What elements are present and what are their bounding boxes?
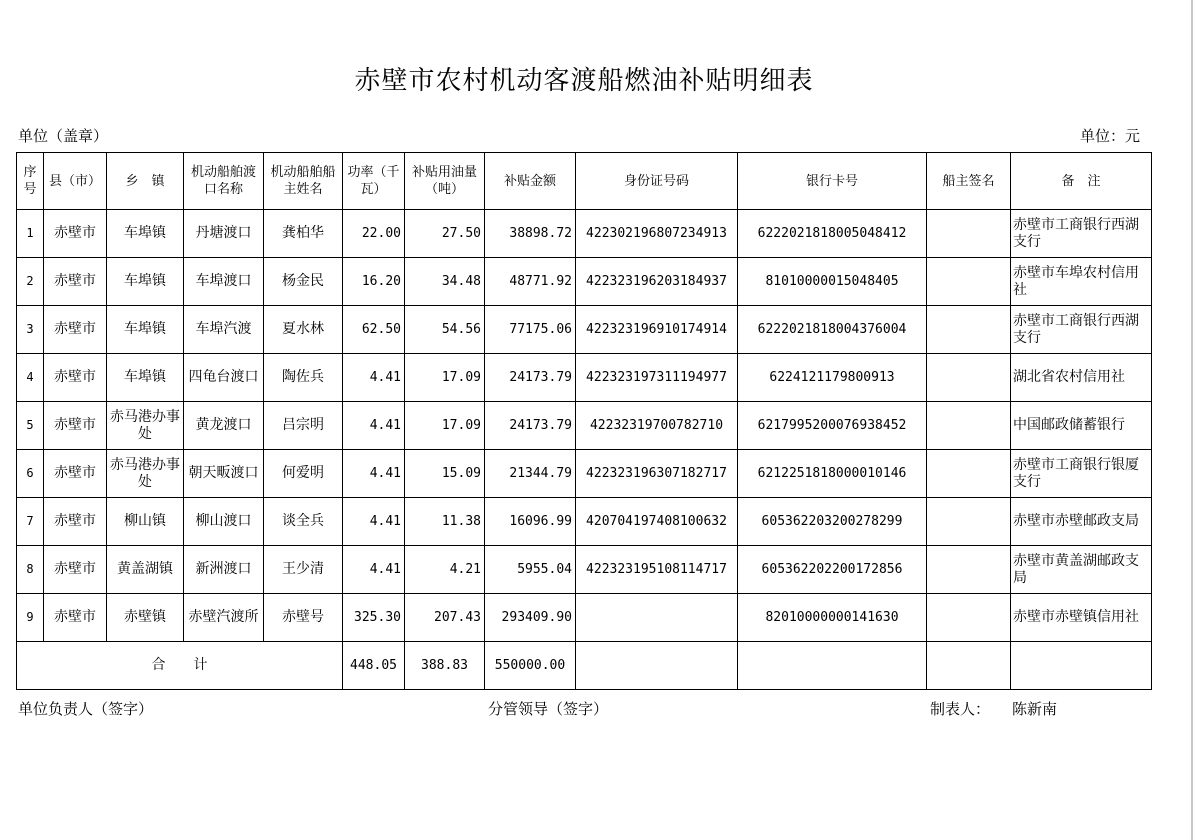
maker-line (930, 698, 1057, 719)
header-county: 县（市） (44, 153, 107, 210)
cell-power: 4.41 (343, 450, 405, 498)
header-ferry: 机动船舶渡口名称 (184, 153, 264, 210)
cell-fuel: 207.43 (405, 594, 485, 642)
cell-ferry: 车埠渡口 (184, 258, 264, 306)
cell-note: 赤壁市工商银行西湖支行 (1011, 306, 1152, 354)
cell-ferry: 车埠汽渡 (184, 306, 264, 354)
total-label: 合 计 (17, 642, 343, 690)
cell-ferry: 四龟台渡口 (184, 354, 264, 402)
cell-county: 赤壁市 (44, 354, 107, 402)
cell-note: 赤壁市工商银行西湖支行 (1011, 210, 1152, 258)
total-power: 448.05 (343, 642, 405, 690)
table-row (17, 258, 1152, 306)
cell-amount: 38898.72 (485, 210, 576, 258)
cell-county: 赤壁市 (44, 594, 107, 642)
cell-bank: 605362203200278299 (738, 498, 927, 546)
cell-power: 4.41 (343, 354, 405, 402)
header-fuel: 补贴用油量（吨） (405, 153, 485, 210)
header-note: 备 注 (1011, 153, 1152, 210)
header-owner: 机动船舶船主姓名 (264, 153, 343, 210)
cell-seq: 8 (17, 546, 44, 594)
cell-seq: 9 (17, 594, 44, 642)
cell-note: 赤壁市赤壁镇信用社 (1011, 594, 1152, 642)
table-row (17, 546, 1152, 594)
cell-id: 420704197408100632 (576, 498, 738, 546)
cell-town: 车埠镇 (107, 354, 184, 402)
cell-owner: 吕宗明 (264, 402, 343, 450)
cell-sign (927, 258, 1011, 306)
header-id: 身份证号码 (576, 153, 738, 210)
cell-power: 4.41 (343, 498, 405, 546)
cell-note: 赤壁市黄盖湖邮政支局 (1011, 546, 1152, 594)
cell-id: 422323197311194977 (576, 354, 738, 402)
table-row (17, 498, 1152, 546)
cell-id: 422323195108114717 (576, 546, 738, 594)
cell-county: 赤壁市 (44, 546, 107, 594)
cell-id: 422323196910174914 (576, 306, 738, 354)
subsidy-table (16, 152, 1152, 690)
table-row (17, 402, 1152, 450)
table-header-row (17, 153, 1152, 210)
header-amount: 补贴金额 (485, 153, 576, 210)
cell-bank: 6224121179800913 (738, 354, 927, 402)
cell-note: 赤壁市赤壁邮政支局 (1011, 498, 1152, 546)
cell-amount: 16096.99 (485, 498, 576, 546)
header-sign: 船主签名 (927, 153, 1011, 210)
cell-sign (927, 354, 1011, 402)
total-fuel: 388.83 (405, 642, 485, 690)
cell-owner: 夏水林 (264, 306, 343, 354)
cell-power: 4.41 (343, 402, 405, 450)
cell-amount: 21344.79 (485, 450, 576, 498)
cell-fuel: 4.21 (405, 546, 485, 594)
total-id-empty (576, 642, 738, 690)
header-town: 乡 镇 (107, 153, 184, 210)
cell-ferry: 黄龙渡口 (184, 402, 264, 450)
cell-bank: 6222021818005048412 (738, 210, 927, 258)
cell-fuel: 34.48 (405, 258, 485, 306)
cell-power: 4.41 (343, 546, 405, 594)
cell-county: 赤壁市 (44, 306, 107, 354)
cell-sign (927, 498, 1011, 546)
currency-unit-label: 单位：元 (1080, 127, 1141, 145)
cell-id (576, 594, 738, 642)
table-body (17, 153, 1152, 690)
cell-amount: 48771.92 (485, 258, 576, 306)
cell-ferry: 朝天畈渡口 (184, 450, 264, 498)
cell-fuel: 54.56 (405, 306, 485, 354)
cell-fuel: 27.50 (405, 210, 485, 258)
cell-owner: 赤壁号 (264, 594, 343, 642)
cell-sign (927, 210, 1011, 258)
cell-fuel: 17.09 (405, 402, 485, 450)
unit-head-signature-label: 单位负责人（签字） (18, 700, 154, 718)
cell-bank: 6222021818004376004 (738, 306, 927, 354)
cell-amount: 293409.90 (485, 594, 576, 642)
cell-county: 赤壁市 (44, 450, 107, 498)
cell-sign (927, 546, 1011, 594)
header-power: 功率（千瓦） (343, 153, 405, 210)
cell-id: 422323196203184937 (576, 258, 738, 306)
table-row (17, 210, 1152, 258)
cell-seq: 2 (17, 258, 44, 306)
total-row (17, 642, 1152, 690)
cell-bank: 81010000015048405 (738, 258, 927, 306)
cell-seq: 7 (17, 498, 44, 546)
total-bank-empty (738, 642, 927, 690)
cell-id: 42232319700782710 (576, 402, 738, 450)
document-title: 赤壁市农村机动客渡船燃油补贴明细表 (354, 66, 814, 96)
cell-county: 赤壁市 (44, 210, 107, 258)
cell-power: 62.50 (343, 306, 405, 354)
cell-amount: 5955.04 (485, 546, 576, 594)
cell-power: 16.20 (343, 258, 405, 306)
cell-amount: 24173.79 (485, 402, 576, 450)
cell-id: 422323196307182717 (576, 450, 738, 498)
cell-ferry: 丹塘渡口 (184, 210, 264, 258)
leader-signature-label: 分管领导（签字） (488, 700, 609, 718)
cell-fuel: 15.09 (405, 450, 485, 498)
table-row (17, 450, 1152, 498)
cell-bank: 82010000000141630 (738, 594, 927, 642)
header-bank: 银行卡号 (738, 153, 927, 210)
cell-seq: 3 (17, 306, 44, 354)
cell-fuel: 11.38 (405, 498, 485, 546)
page-edge-line (1191, 0, 1193, 840)
cell-owner: 陶佐兵 (264, 354, 343, 402)
cell-town: 车埠镇 (107, 306, 184, 354)
cell-town: 车埠镇 (107, 258, 184, 306)
cell-town: 柳山镇 (107, 498, 184, 546)
cell-county: 赤壁市 (44, 498, 107, 546)
cell-seq: 5 (17, 402, 44, 450)
unit-seal-label: 单位（盖章） (18, 127, 109, 145)
cell-sign (927, 450, 1011, 498)
cell-note: 湖北省农村信用社 (1011, 354, 1152, 402)
cell-seq: 1 (17, 210, 44, 258)
cell-town: 赤壁镇 (107, 594, 184, 642)
header-seq: 序号 (17, 153, 44, 210)
cell-bank: 6212251818000010146 (738, 450, 927, 498)
cell-seq: 4 (17, 354, 44, 402)
cell-owner: 龚柏华 (264, 210, 343, 258)
cell-fuel: 17.09 (405, 354, 485, 402)
cell-power: 22.00 (343, 210, 405, 258)
cell-note: 赤壁市车埠农村信用社 (1011, 258, 1152, 306)
cell-sign (927, 594, 1011, 642)
cell-sign (927, 402, 1011, 450)
cell-ferry: 新洲渡口 (184, 546, 264, 594)
cell-town: 黄盖湖镇 (107, 546, 184, 594)
table-row (17, 306, 1152, 354)
cell-owner: 谈全兵 (264, 498, 343, 546)
cell-bank: 6217995200076938452 (738, 402, 927, 450)
total-amount: 550000.00 (485, 642, 576, 690)
table-row (17, 354, 1152, 402)
cell-amount: 24173.79 (485, 354, 576, 402)
cell-sign (927, 306, 1011, 354)
cell-owner: 何爱明 (264, 450, 343, 498)
total-sign-empty (927, 642, 1011, 690)
table-row (17, 594, 1152, 642)
cell-owner: 杨金民 (264, 258, 343, 306)
cell-town: 车埠镇 (107, 210, 184, 258)
cell-note: 中国邮政储蓄银行 (1011, 402, 1152, 450)
cell-note: 赤壁市工商银行银厦支行 (1011, 450, 1152, 498)
cell-town: 赤马港办事处 (107, 402, 184, 450)
cell-seq: 6 (17, 450, 44, 498)
maker-name: 陈新南 (1012, 700, 1058, 718)
cell-power: 325.30 (343, 594, 405, 642)
cell-bank: 605362202200172856 (738, 546, 927, 594)
cell-ferry: 赤壁汽渡所 (184, 594, 264, 642)
cell-town: 赤马港办事处 (107, 450, 184, 498)
total-note-empty (1011, 642, 1152, 690)
cell-id: 422302196807234913 (576, 210, 738, 258)
cell-amount: 77175.06 (485, 306, 576, 354)
maker-label: 制表人： (930, 700, 991, 718)
cell-owner: 王少清 (264, 546, 343, 594)
cell-county: 赤壁市 (44, 402, 107, 450)
cell-ferry: 柳山渡口 (184, 498, 264, 546)
cell-county: 赤壁市 (44, 258, 107, 306)
